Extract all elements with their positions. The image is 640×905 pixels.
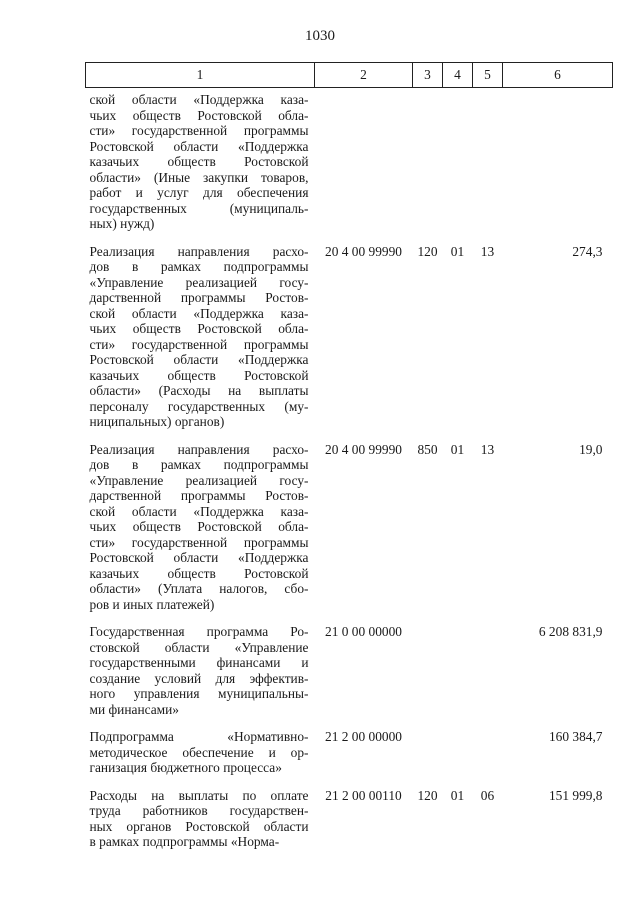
description-line: Государственная программа Ро-: [89, 624, 309, 639]
row-section: [443, 624, 473, 729]
description-line: чьих обществ Ростовской обла-: [89, 321, 309, 336]
description-line: государственными финансами и: [89, 655, 309, 670]
description-line: области» (Иные закупки товаров,: [89, 169, 309, 185]
description-line: сти» государственной программы: [89, 123, 309, 138]
description-line: чьих обществ Ростовской обла-: [89, 519, 309, 534]
row-description: [86, 88, 315, 244]
description-line: области» (Расходы на выплаты: [89, 383, 309, 398]
description-line: дов в рамках подпрограммы: [89, 457, 309, 472]
column-header-description: 1: [86, 63, 315, 88]
row-target-code: 21 2 00 00000: [325, 729, 402, 744]
description-line: чьих обществ Ростовской обла-: [89, 107, 309, 123]
description-line: казачьих обществ Ростовской: [89, 154, 309, 169]
column-header-amount: 6: [503, 63, 613, 88]
description-line: ской области «Поддержка каза-: [89, 503, 309, 519]
description-line: ской области «Поддержка каза-: [89, 92, 309, 107]
description-line: дарственной программы Ростов-: [89, 290, 309, 305]
row-subsection: [473, 88, 503, 244]
table-row: [86, 624, 613, 729]
row-section: [443, 729, 473, 788]
row-amount: 6 208 831,9: [538, 624, 603, 639]
row-subsection: [473, 729, 503, 788]
description-line: области» (Уплата налогов, сбо-: [89, 581, 309, 596]
column-header-subsection: 5: [473, 63, 503, 88]
row-subsection: 06: [480, 787, 495, 803]
description-line: в рамках подпрограммы «Норма-: [89, 834, 280, 849]
description-line: ми финансами»: [89, 701, 179, 717]
table-row: [86, 788, 613, 862]
description-line: работ и услуг для обеспечения: [89, 185, 309, 200]
table-row: [86, 729, 613, 788]
row-target-code: 21 0 00 00000: [325, 624, 402, 639]
description-line: Реализация направления расхо-: [89, 243, 309, 259]
description-line: ного управления муниципальны-: [89, 686, 309, 701]
row-expense-type: 120: [417, 787, 438, 803]
row-amount: 160 384,7: [548, 729, 603, 744]
description-line: ных) нужд): [89, 216, 155, 231]
table-header-row: [86, 63, 613, 88]
row-amount: 19,0: [579, 441, 603, 457]
column-header-expense-type: 3: [413, 63, 443, 88]
description-line: стовской области «Управление: [89, 639, 309, 655]
row-expense-type: [413, 624, 443, 729]
page-number: 1030: [305, 28, 335, 44]
description-line: ных органов Ростовской области: [89, 818, 309, 834]
row-section: 01: [450, 243, 465, 259]
description-line: методическое обеспечение и ор-: [89, 744, 309, 760]
description-line: Реализация направления расхо-: [89, 441, 309, 457]
description-line: создание условий для эффектив-: [89, 670, 309, 686]
description-line: государственных (муниципаль-: [89, 200, 309, 216]
description-line: ской области «Поддержка каза-: [89, 305, 309, 321]
row-amount: 274,3: [572, 243, 603, 259]
description-line: сти» государственной программы: [89, 534, 309, 550]
row-amount: [503, 88, 613, 244]
row-subsection: 13: [480, 243, 495, 259]
row-expense-type: [413, 729, 443, 788]
row-description: [86, 244, 315, 442]
description-line: ганизация бюджетного процесса»: [89, 760, 282, 775]
row-description: [86, 788, 315, 862]
description-line: Подпрограмма «Нормативно-: [89, 729, 309, 744]
description-line: Ростовской области «Поддержка: [89, 550, 309, 565]
budget-table: [85, 62, 613, 862]
row-target-code: 20 4 00 99990: [325, 441, 402, 457]
row-expense-type: [413, 88, 443, 244]
description-line: ров и иных платежей): [89, 596, 215, 612]
row-description: [86, 442, 315, 625]
description-line: Ростовской области «Поддержка: [89, 138, 309, 154]
row-section: 01: [450, 787, 465, 803]
description-line: казачьих обществ Ростовской: [89, 367, 309, 383]
table-row: [86, 88, 613, 244]
description-line: «Управление реализацией госу-: [89, 274, 309, 290]
row-expense-type: 850: [417, 441, 438, 457]
description-line: Ростовской области «Поддержка: [89, 352, 309, 367]
description-line: сти» государственной программы: [89, 336, 309, 352]
table-row: [86, 244, 613, 442]
row-amount: 151 999,8: [548, 787, 603, 803]
row-section: 01: [450, 441, 465, 457]
row-target-code: [315, 88, 413, 244]
row-description: [86, 729, 315, 788]
description-line: труда работников государствен-: [89, 803, 309, 818]
row-target-code: 21 2 00 00110: [325, 787, 402, 803]
description-line: персоналу государственных (му-: [89, 398, 309, 414]
table-body: [86, 88, 613, 862]
row-description: [86, 624, 315, 729]
column-header-target-code: 2: [315, 63, 413, 88]
description-line: казачьих обществ Ростовской: [89, 565, 309, 581]
description-line: Расходы на выплаты по оплате: [89, 787, 309, 803]
column-header-section: 4: [443, 63, 473, 88]
table-row: [86, 442, 613, 625]
row-subsection: 13: [480, 441, 495, 457]
row-target-code: 20 4 00 99990: [325, 243, 402, 259]
description-line: ниципальных) органов): [89, 414, 225, 429]
description-line: дарственной программы Ростов-: [89, 488, 309, 503]
description-line: «Управление реализацией госу-: [89, 472, 309, 488]
row-subsection: [473, 624, 503, 729]
row-expense-type: 120: [417, 243, 438, 259]
row-section: [443, 88, 473, 244]
description-line: дов в рамках подпрограммы: [89, 259, 309, 274]
